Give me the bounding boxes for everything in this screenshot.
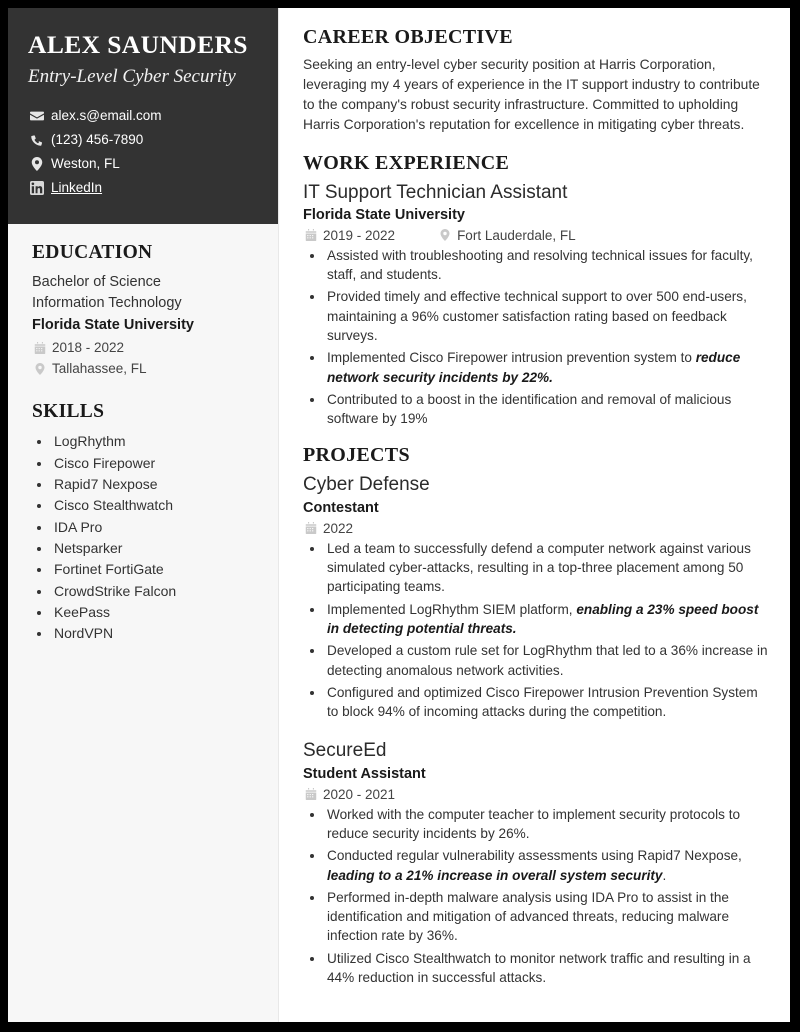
contact-linkedin[interactable] xyxy=(28,178,258,199)
education-section xyxy=(32,242,258,380)
career-objective-section xyxy=(303,26,768,136)
education-school: Florida State University xyxy=(32,317,194,334)
bullet-text: Led a team to successfully defend a computer network against various simulated cyber-attacks, resulting in a top-three placement among 50 participating teams. xyxy=(327,540,751,595)
list-item xyxy=(325,600,768,639)
work-entry xyxy=(303,181,768,429)
calendar-icon xyxy=(303,229,318,241)
project-entry-dates xyxy=(303,521,353,536)
career-objective-text: Seeking an entry-level cyber security position at Harris Corporation, leveraging my 4 years of experience in the IT support industry to contribute to the company's robust security infrastructure. Committed to upholding Harris Corporation's reputation for excellence in mitigating cyber threats. xyxy=(303,57,760,133)
contact-email-label: alex.s@email.com xyxy=(51,108,162,123)
list-item: • Cisco Firepower xyxy=(52,453,258,473)
contact-linkedin-label[interactable]: LinkedIn xyxy=(51,179,103,195)
list-item: • Rapid7 Nexpose xyxy=(52,474,258,494)
education-dates-label: 2018 - 2022 xyxy=(52,339,125,355)
calendar-icon xyxy=(303,788,318,800)
education-field: Information Technology xyxy=(32,295,182,312)
entry-spacer xyxy=(303,725,768,739)
list-item xyxy=(325,846,768,885)
list-item xyxy=(325,539,768,597)
project-entry xyxy=(303,473,768,721)
education-degree: Bachelor of Science xyxy=(32,273,161,290)
bullet-text: Developed a custom rule set for LogRhythm that led to a 36% increase in detecting anomalous network activities. xyxy=(327,643,768,678)
list-item xyxy=(325,287,768,345)
calendar-icon xyxy=(32,342,47,354)
contact-list xyxy=(28,106,258,199)
map-pin-icon xyxy=(28,157,45,171)
list-item: • IDA Pro xyxy=(52,517,258,537)
list-item xyxy=(325,390,768,429)
sidebar-body xyxy=(8,224,278,655)
bullet-text: Worked with the computer teacher to implement security protocols to reduce security incidents by 26%. xyxy=(327,806,741,841)
list-item: • Netsparker xyxy=(52,538,258,558)
linkedin-icon xyxy=(28,181,45,195)
education-location-label: Tallahassee, FL xyxy=(52,361,147,377)
skills-list xyxy=(32,431,258,643)
candidate-role: Entry-Level Cyber Security xyxy=(28,66,236,88)
list-item xyxy=(325,246,768,285)
candidate-name: ALEX SAUNDERS xyxy=(28,30,248,59)
resume-page xyxy=(8,8,790,1022)
project-entry-org: Student Assistant xyxy=(303,766,426,783)
projects-heading: PROJECTS xyxy=(303,444,410,467)
work-experience-heading: WORK EXPERIENCE xyxy=(303,151,510,174)
list-item xyxy=(325,348,768,387)
map-pin-icon xyxy=(437,229,452,241)
contact-location-label: Weston, FL xyxy=(51,155,120,171)
bullet-text: Utilized Cisco Stealthwatch to monitor network traffic and resulting in a 44% reduction in successful attacks. xyxy=(327,950,751,986)
work-entry-dates xyxy=(303,228,395,243)
education-dates xyxy=(32,338,258,358)
bullet-text: Configured and optimized Cisco Firepower Intrusion Prevention System to block 94% of incoming attacks during the competition. xyxy=(327,684,758,720)
projects-section xyxy=(303,444,768,987)
list-item: • KeePass xyxy=(52,602,258,622)
project-entry-bullets xyxy=(303,539,768,722)
project-entry-title: SecureEd xyxy=(303,740,387,762)
work-entry-org: Florida State University xyxy=(303,207,465,224)
contact-location xyxy=(28,154,258,175)
project-entry-dates xyxy=(303,787,395,802)
list-item: • NordVPN xyxy=(52,623,258,643)
career-objective-heading: CAREER OBJECTIVE xyxy=(303,26,513,48)
work-entry-location xyxy=(437,228,576,243)
project-entry-org: Contestant xyxy=(303,500,379,517)
education-location xyxy=(32,359,258,379)
work-entry-meta xyxy=(303,228,768,243)
list-item xyxy=(325,949,768,988)
bullet-text: Contributed to a boost in the identification and removal of malicious software by 19% xyxy=(327,391,732,427)
map-pin-icon xyxy=(32,363,47,375)
contact-email[interactable] xyxy=(28,106,258,127)
project-entry-dates-label: 2020 - 2021 xyxy=(323,786,396,802)
main-content xyxy=(279,8,790,1022)
contact-phone-label: (123) 456-7890 xyxy=(51,131,144,147)
work-entry-location-label: Fort Lauderdale, FL xyxy=(457,227,576,243)
bullet-text: Performed in-depth malware analysis using IDA Pro to assist in the identification and mitigation of advanced threats, reducing malware infection rate by 36%. xyxy=(327,889,730,944)
list-item: • LogRhythm xyxy=(52,431,258,451)
contact-phone[interactable] xyxy=(28,130,258,151)
project-entry-meta xyxy=(303,787,768,802)
work-entry-bullets xyxy=(303,246,768,429)
envelope-icon xyxy=(28,109,45,123)
work-experience-section xyxy=(303,152,768,429)
project-entry xyxy=(303,739,768,987)
skills-section xyxy=(32,401,258,643)
bullet-text: Provided timely and effective technical support to over 500 end-users, maintaining a 96% customer satisfaction rating based on feedback surveys. xyxy=(327,289,747,343)
list-item xyxy=(325,683,768,722)
list-item xyxy=(325,641,768,680)
project-entry-title: Cyber Defense xyxy=(303,474,430,496)
sidebar xyxy=(8,8,279,1022)
bullet-text: Conducted regular vulnerability assessments using Rapid7 Nexpose, xyxy=(327,848,742,864)
skills-heading: SKILLS xyxy=(32,401,105,423)
education-heading: EDUCATION xyxy=(32,241,153,263)
list-item: • Fortinet FortiGate xyxy=(52,559,258,579)
bullet-emphasis: enabling a 23% speed boost in detecting potential threats. xyxy=(327,601,759,636)
bullet-text: Assisted with troubleshooting and resolving technical issues for faculty, staff, and students. xyxy=(327,247,753,283)
project-entry-bullets xyxy=(303,805,768,988)
list-item: • CrowdStrike Falcon xyxy=(52,581,258,601)
work-entry-dates-label: 2019 - 2022 xyxy=(323,227,396,243)
bullet-text: Implemented Cisco Firepower intrusion prevention system to xyxy=(327,350,696,366)
list-item xyxy=(325,888,768,946)
project-entry-meta xyxy=(303,521,768,536)
bullet-tail: . xyxy=(662,867,667,883)
sidebar-header xyxy=(8,8,278,224)
bullet-text: Implemented LogRhythm SIEM platform, xyxy=(327,601,577,617)
work-entry-title: IT Support Technician Assistant xyxy=(303,181,568,203)
list-item xyxy=(325,805,768,844)
project-entry-dates-label: 2022 xyxy=(323,520,354,536)
phone-icon xyxy=(28,134,45,147)
bullet-emphasis: reduce network security incidents by 22%. xyxy=(327,350,741,385)
list-item: • Cisco Stealthwatch xyxy=(52,495,258,515)
calendar-icon xyxy=(303,522,318,534)
bullet-emphasis: leading to a 21% increase in overall system security xyxy=(327,867,663,883)
